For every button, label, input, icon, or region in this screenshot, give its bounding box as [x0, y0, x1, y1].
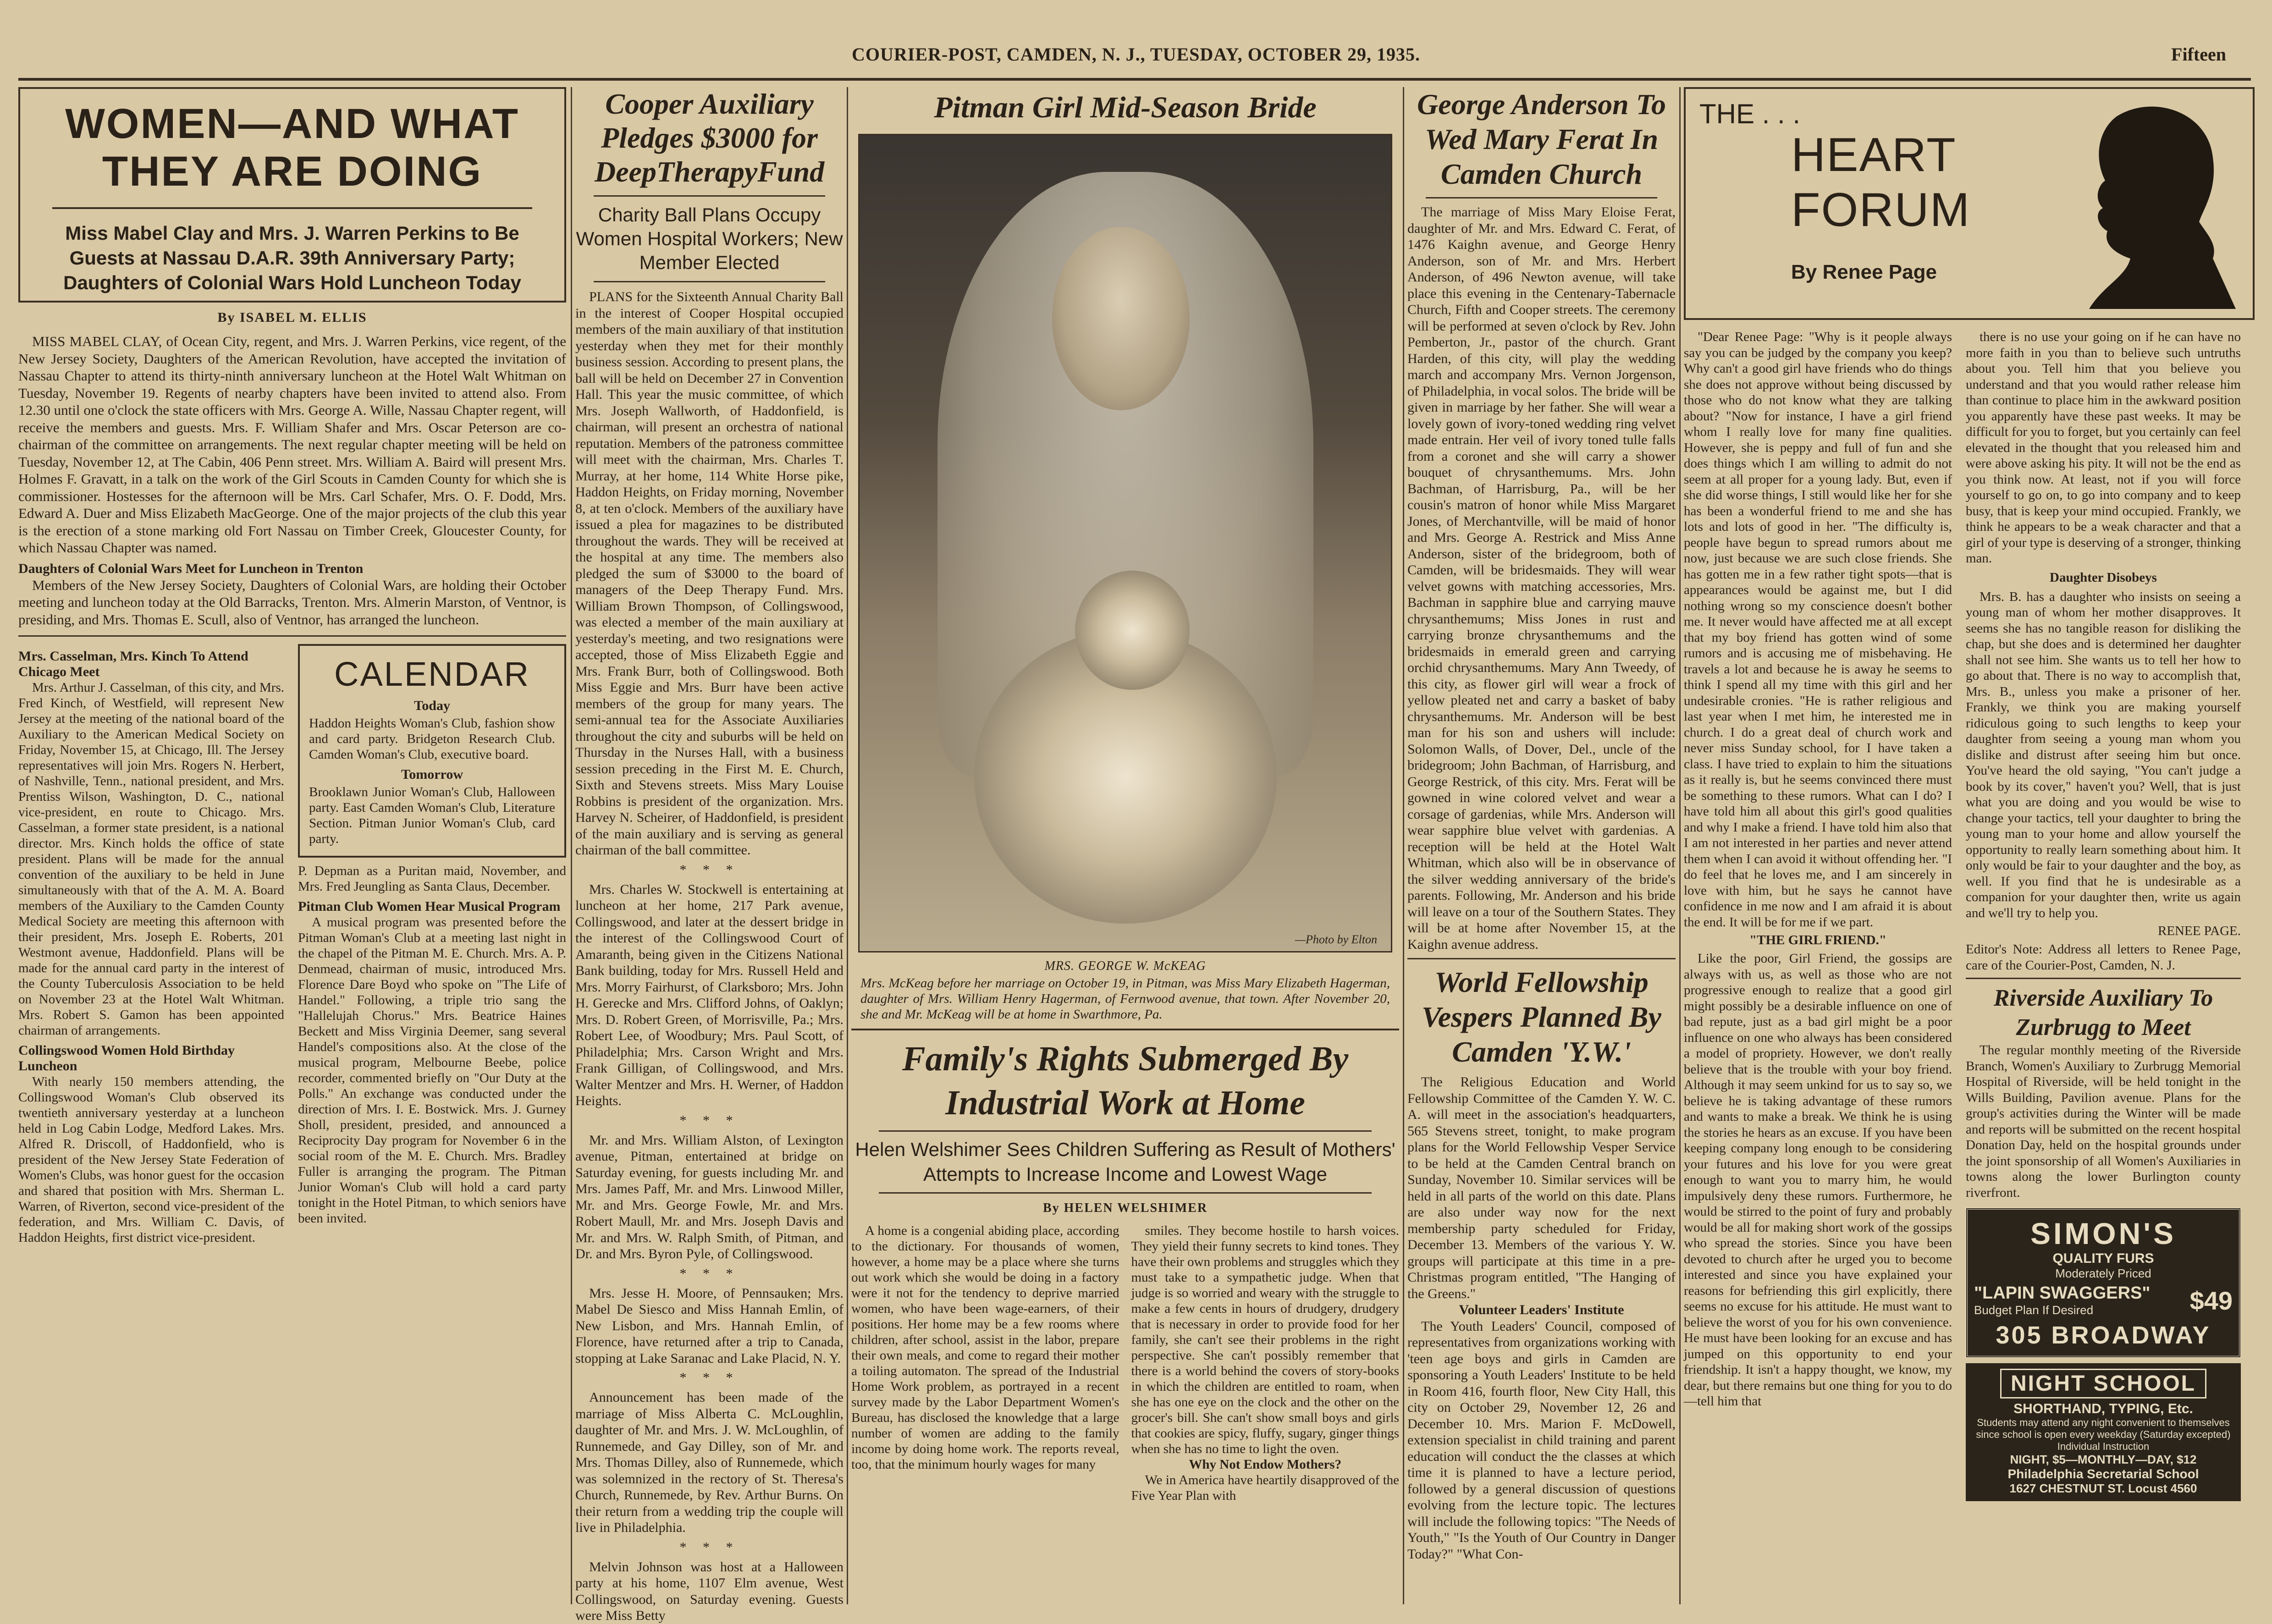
photo-caption: Mrs. McKeag before her marriage on October 19, in Pitman, was Miss Mary Elizabeth Hagerman, daughter of Mrs. William Henry Hagerman, of Fernwood avenue, that town. After November 20, she and Mr. McKeag will be at home in Swarthmore, Pa. [860, 976, 1390, 1022]
ad-line: QUALITY FURS [2052, 1251, 2154, 1266]
article-paragraph: The marriage of Miss Mary Eloise Ferat, daughter of Mr. and Mrs. Edward C. Ferat, of 1476 Kaighn avenue, and George Henry Anderson, son of Mr. and Mrs. Herbert Anderson, of 496 Newton avenue, will take place this evening in the Centenary-Tabernacle Church, Fifth and Cooper streets. The ceremony will be performed at seven o'clock by Rev. John Pemberton, Jr., pastor of the church. Grant Harden, of this city, will play the wedding march and accompany Mrs. Vernon Jorgenson, of Philadelphia, in vocal solos. The bride will be given in marriage by her father. She will wear a lovely gown of ivory-toned wedding ring velvet made entrain. Her veil of ivory toned tulle falls from a coronet and she will carry a shower bouquet of chrysanthemums. Mrs. John Bachman, of Harrisburg, Pa., will be her cousin's matron of honor while Miss Margaret Jones, of Merchantville, will be maid of honor and Mrs. George A. Restrick and Miss Anne Anderson, sister of the bridegroom, both of Camden, will be bridesmaids. They will wear velvet gowns with matching accessories, Mrs. Bachman in sapphire blue and carrying mauve chrysanthemums; Miss Jones in rust and carrying bronze chrysanthemums and the bridesmaids in emerald green and carrying orchid chrysanthemums. Mary Ann Tweedy, of this city, as flower girl will wear a frock of yellow pleated net and carry a basket of baby chrysanthemums. Mr. Anderson will be best man for his son and ushers will include: Solomon Walls, of Dover, Del., uncle of the bridegroom; John Bachman, of Harrisburg, and George Restrick, of this city. Mrs. Ferat will be gowned in wine colored velvet and wear a corsage of gardenias, while Mrs. Anderson will wear sapphire blue velvet with gardenias. A reception will be held at the Hotel Walt Whitman, which also will be in observance of the silver wedding anniversary of the bride's parents. Following, Mr. Anderson and his bride will leave on a tour of the Southern States. They will be at home after November 15, at the Kaighn avenue address. [1407, 204, 1676, 952]
story-column-left [851, 1223, 1119, 1503]
article-subhead: Pitman Club Women Hear Musical Program [298, 899, 561, 914]
calendar-tomorrow-items: Brooklawn Junior Woman's Club, Halloween party. East Camden Woman's Club, Literature Section. Pitman Junior Woman's Club, card party. [309, 785, 555, 846]
night-school-ad[interactable] [1966, 1363, 2241, 1501]
ad-line: 1627 CHESTNUT ST. Locust 4560 [2009, 1481, 2197, 1495]
article-subhead: Daughters of Colonial Wars Meet for Luncheon in Trenton [18, 561, 364, 576]
divider [1407, 958, 1676, 959]
forum-title-forum: FORUM [1791, 183, 1971, 237]
ad-line: Budget Plan If Desired [1974, 1303, 2094, 1317]
editor-note: Editor's Note: Address all letters to Renee Page, care of the Courier-Post, Camden, N. J. [1966, 942, 2241, 973]
silhouette-icon [2062, 98, 2236, 309]
article-paragraph: there is no use your going on if he can have no more faith in you than to believe such untruths about you. Tell him that you believe you understand and that you would rather release him than continue to place him in the awkward position you apparently have these past weeks. It may be difficult for you to forget, but you certainly can feel elevated in the thought that you released him and were above asking his pity. It will not be the end as you think now. At least, not if you will force yourself to go on, to go into company and to keep busy, that is keep your mind occupied. Frankly, we think he appears to be a weak character and that a girl of your type is deserving of a stronger, thinking man. [1966, 330, 2241, 566]
article-body [1407, 204, 1676, 952]
article-paragraph: We in America have heartily disapproved of the Five Year Plan with [1131, 1473, 1399, 1503]
reply-body [1684, 951, 1952, 1409]
reply-body [1966, 589, 2241, 921]
column-rule [847, 87, 848, 1604]
column-rule [1403, 87, 1404, 1604]
ad-line: Students may attend any night convenient to themselves since school is open every weekday (Saturday excepted) Individual Instruction [1976, 1417, 2231, 1452]
lower-columns [18, 644, 566, 1245]
article-paragraph: The Youth Leaders' Council, composed of representatives from organizations working with 'teen age boys and girls in Camden are sponsoring a Youth Leaders' Institute to be held in Room 416, fourth floor, New City Hall, this city on October 29, November 12, 26 and December 10. Mrs. Marion F. McDowell, extension specialist in child training and parent education will conduct the the classes at which time it is planned to have a lecture period, followed by a general discussion of questions evolving from the lecture topic. The lectures will include the following topics: "The Needs of Youth," "Is the Youth of Our Country in Danger Today?" "What Con- [1407, 1318, 1676, 1562]
article-paragraph: Like the poor, Girl Friend, the gossips are always with us, as well as those who are not progressive enough to realize that a good girl might possibly be a desirable influence on one of bad repute, just as a bad girl might be a poor influence on one who always has been considered a model of propriety. However, we don't really believe that is the trouble with your boy friend. Although it may seem unkind for us to say so, we believe he is taking advantage of these rumors and wants to make a break. We think he is using the stories he hears as an excuse. If you have been keeping company long enough to be considering your futures and his love for you were great enough to want you to marry him, he would impulsively deny these rumors. Furthermore, he would be stirred to the point of fury and probably would be all for making short work of the gossips who spread the stories. Since you have been devoted to church after he urged you to become interested and since you have explained your reasons for befriending this girl explicitly, there seems no excuse for his attitude. He must want to believe the worst of you for his own convenience. He must have been looking for an excuse and has jumped on this opportunity to end your friendship. It isn't a happy thought, we know, my dear, but there remains but one thing for you to do—tell him that [1684, 951, 1952, 1409]
article-body [575, 1285, 844, 1367]
article-body [18, 1074, 284, 1245]
separator-stars: * * * [679, 1539, 739, 1555]
story-columns [851, 1223, 1399, 1503]
article-headline: World Fellowship Vespers Planned By Camden 'Y.W.' [1422, 966, 1661, 1068]
ad-title: NIGHT SCHOOL [2000, 1369, 2206, 1398]
column-cooper-auxiliary [575, 87, 844, 1623]
caption-name: MRS. GEORGE W. McKEAG [1044, 959, 1206, 973]
separator-stars: * * * [679, 862, 739, 877]
story-byline: By HELEN WELSHIMER [1042, 1201, 1208, 1215]
photo-credit: —Photo by Elton [1295, 933, 1377, 946]
divider [594, 195, 825, 197]
ad-line: Moderately Priced [2055, 1266, 2151, 1280]
article-subhead: Collingswood Women Hold Birthday Luncheon [18, 1043, 235, 1073]
article-body [298, 914, 566, 1226]
article-body [18, 333, 566, 556]
article-paragraph: A musical program was presented before the Pitman Woman's Club at a meeting last night in the chapel of the Pitman M. E. Church. Mrs. A. P. Denmead, chairman of music, introduced Mrs. Florence Dare Boyd who spoke on "The Life of Handel." Following, a triple trio sang the "Hallelujah Chorus." Mrs. Beatrice Haines Beckett and Miss Virginia Deemer, sang several Handel's compositions also. At the close of the musical program, Melbourne Beebe, police recorder, commented briefly on "Our Duty at the Polls." An exchange was conducted under the direction of Mrs. I. E. Bostwick. Mrs. J. Gurney Sholl, president, presided, and announced a Reciprocity Day program for November 6 in the social room of the M. E. Church. Mrs. Bradley Fuller is arranging the program. The Pitman Junior Woman's Club will hold a card party tonight in the Hotel Pitman, to which seniors have been invited. [298, 915, 566, 1226]
story-column-right [1131, 1223, 1400, 1503]
article-body: P. Depman as a Puritan maid, November, and Mrs. Fred Jeungling as Santa Claus, December. [298, 864, 566, 894]
divider [879, 1192, 1372, 1194]
article-paragraph: MISS MABEL CLAY, of Ocean City, regent, and Mrs. J. Warren Perkins, vice regent, of the New Jersey Society, Daughters of the American Revolution, have accepted the invitation of Nassau Chapter to attend its thirty-ninth anniversary luncheon at the Hotel Walt Whitman on Tuesday, November 19. Regents of nearby chapters have been invited to attend also. From 12.30 until one o'clock the state officers with Mrs. George A. Wille, Nassau Chapter regent, will receive the members and guests. Mrs. F. William Shafer and Mrs. Oscar Peterson are co-chairman of the committee on arrangements. The next regular chapter meeting will be held on Tuesday, November 12, at The Cabin, 406 Penn street. Mrs. William A. Baird will present Mrs. Holmes F. Gravatt, in a talk on the work of the Girl Scouts in Camden County for which she is commissioner. Hostesses for the afternoon will be Mrs. Carl Schafer, Mrs. O. F. Dodd, Mrs. Edward A. Duer and Miss Elizabeth MacGeorge. One of the major projects of the club this year is the erection of a stone marking old Fort Nassau on Timber Creek, Gloucester County, for which Nassau Chapter was named. [18, 333, 566, 556]
divider [594, 281, 825, 282]
ad-line: NIGHT, $5—MONTHLY—DAY, $12 [2010, 1453, 2197, 1466]
heart-forum-masthead [1684, 87, 2255, 320]
story-headline: Family's Rights Submerged By Industrial Work at Home [902, 1040, 1349, 1122]
calendar-box [298, 644, 566, 858]
story-subhead-2: Why Not Endow Mothers? [1189, 1457, 1342, 1472]
calendar-tomorrow-label: Tomorrow [401, 767, 463, 782]
article-body [18, 577, 566, 628]
ad-address: 305 BROADWAY [1996, 1321, 2211, 1349]
calendar-today-items: Haddon Heights Woman's Club, fashion show and card party. Bridgeton Research Club. Camden Woman's Club, executive board. [309, 716, 555, 762]
article-paragraph: Members of the New Jersey Society, Daughters of Colonial Wars, are holding their October meeting and luncheon today at the Old Barracks, Trenton. Mrs. Almerin Marston, of Ventnor, is presiding, and Mrs. Thomas E. Scull, also of Ventnor, has arranged the luncheon. [18, 577, 566, 628]
article-body [18, 680, 284, 1038]
column-heart-forum [1684, 87, 2255, 1604]
article-body [1407, 1074, 1676, 1562]
ad-row [1974, 1283, 2233, 1317]
column-women-news [18, 87, 566, 1604]
article-paragraph: The regular monthly meeting of the Riverside Branch, Women's Auxiliary to Zurbrugg Memorial Hospital of Riverside, will be held tonight in the Wills Building, Pavilion avenue. Plans for the group's activities during the Winter will be made and reports will be submitted on the recent hospital Donation Day, held on the hospital grounds under the joint sponsorship of all Women's Auxiliaries in towns along the lower Burlington county riverfront. [1966, 1043, 2241, 1200]
article-subhead: Volunteer Leaders' Institute [1459, 1302, 1624, 1317]
separator-stars: * * * [679, 1112, 739, 1128]
article-paragraph: Mrs. B. has a daughter who insists on seeing a young man of whom her mother disapproves. It seems she has no tangible reason for disliking the chap, but she does and is determined her daughter shall not see him. She wants us to tell her how to go about that. There is no way to accomplish that, Mrs. B., unless you make a prisoner of her. Frankly, we think you are making yourself ridiculous going to such lengths to keep your daughter from seeing a young man whom you dislike and distrust after seeing him but once. You've heard the old saying, "You can't judge a book by its cover," haven't you? Well, that is just what you are doing and you would be wise to change your tactics, tell your daughter to bring the young man to your home and allow yourself the opportunity to really learn something about him. It only would be fair to your daughter and the boy, as well. If you find that he is undesirable as a companion for your daughter then, write us again and we'll try to help you. [1966, 589, 2241, 920]
divider [1426, 197, 1657, 198]
article-paragraph: A home is a congenial abiding place, according to the dictionary. For thousands of women, however, a home may be a place where she turns out work which she would be doing in a factory were it not for the tendency to deprive married women, who have been wage-earners, of their positions. Her home may be a few rooms where children, after school, assist in the labor, prepare their own meals, and come to regard their mother a toiling automaton. The spread of the Industrial Home Work problem, as portrayed in a recent survey made by the Labor Department Women's Bureau, has disclosed the knowledge that a large number of women are adding to the family income by doing home work. The reports reveal, too, that the minimum hourly wages for many [851, 1223, 1119, 1472]
article-subhead: Daughter Disobeys [2050, 570, 2157, 585]
article-body [575, 289, 844, 859]
letter-body [1684, 329, 1952, 930]
article-paragraph: Mrs. Charles W. Stockwell is entertaining at luncheon at her home, 217 Park avenue, Collingswood, and later at the dessert bridge in the interest of the Collingswood Court of Amaranth, being given in the Citizens National Bank building, today for Mrs. Russell Held and Mrs. Morry Fairhurst, of Clarksboro; Mrs. John H. Gerecke and Mrs. Clifford Johns, of Oaklyn; Mrs. D. Robert Green, of Morrisville, Pa.; Mrs. Robert Lee, of Woodbury; Mrs. Paul Scott, of Philadelphia; Mrs. Carson Wright and Mrs. Frank Gilligan, of Collingswood, and Mrs. Walter Mentzer and Mrs. H. Werner, of Haddon Heights. [575, 881, 844, 1108]
article-paragraph: Melvin Johnson was host at a Halloween party at his home, 1107 Elm avenue, West Collingswood, on Saturday evening. Guests were Miss Betty [575, 1559, 844, 1623]
reply-body [1966, 329, 2241, 567]
forum-column-left [1684, 329, 1952, 1501]
article-paragraph: The Religious Education and World Fellowship Committee of the Camden Y. W. C. A. will meet in the association's headquarters, 565 Stevens street, tonight, to make program plans for the World Fellowship Vesper Service to be held at the Camden Central branch on Sunday, November 10. Similar services will be held in all parts of the world on this date. Plans are also under way now for the next membership party scheduled for Friday, December 13. Members of the various Y. W. groups will participate at this time in a pre-Christmas program entitled, "The Hanging of the Greens." [1407, 1074, 1676, 1301]
bride-face [1052, 227, 1190, 410]
calendar-title: CALENDAR [334, 655, 530, 693]
separator-stars: * * * [679, 1370, 739, 1385]
column-rule [1679, 87, 1681, 1604]
forum-title-the: THE . . . [1699, 99, 1801, 129]
section-headline: WOMEN—AND WHAT THEY ARE DOING [65, 100, 519, 195]
article-body [1966, 1042, 2241, 1200]
article-paragraph: With nearly 150 members attending, the Collingswood Woman's Club observed its twentieth anniversary yesterday at a luncheon held in Log Cabin Lodge, Medford Lakes. Mrs. Alfred R. Driscoll, of Haddonfield, who is president of the New Jersey State Federation of Women's Clubs, was honor guest for the occasion and shared that position with Mrs. Sherman L. Warren, of Riverton, second vice-president of the federation, and Mrs. William C. Davis, of Haddon Heights, first district vice-president. [18, 1074, 284, 1245]
forum-columns [1684, 329, 2255, 1501]
article-paragraph: Mr. and Mrs. William Alston, of Lexington avenue, Pitman, entertained at bridge on Saturday evening, for guests including Mr. and Mrs. James Paff, Mr. and Mrs. Linwood Miller, Mr. and Mrs. George Fowle, Mr. and Mrs. Robert Maull, Mr. and Mrs. Joseph Davis and Mr. and Mrs. W. Ralph Smith, of Pitman, and Dr. and Mrs. Byron Pyle, of Collingswood. [575, 1132, 844, 1261]
forum-title-heart: HEART [1791, 128, 1957, 182]
article-subhead: Charity Ball Plans Occupy Women Hospital Workers; New Member Elected [576, 204, 843, 273]
forum-byline: By Renee Page [1791, 261, 1937, 283]
article-headline: Riverside Auxiliary To Zurbrugg to Meet [1993, 985, 2213, 1040]
divider [52, 207, 532, 209]
article-paragraph: smiles. They become hostile to harsh voices. They yield their funny secrets to kind tones. They have their own problems and struggles which they must take to a sympathetic judge. When that judge is so worried and weary with the struggle to make a few cents in hours of drudgery, drudgery that is necessary in order to provide food for her family, she can't see their problems in the right perspective. She can't possibly remember that there is a world behind the covers of story-books in which the children are entitled to roam, when she has one eye on the clock and the other on the grocer's bill. She can't show small boys and girls that cookies are spicy, fluffy, sugary, ginger things when she has no time to light the oven. [1131, 1223, 1399, 1456]
divider [851, 1029, 1399, 1030]
article-body [575, 881, 844, 1109]
article-headline: Cooper Auxiliary Pledges $3000 for DeepTherapyFund [594, 88, 825, 188]
byline: By ISABEL M. ELLIS [217, 310, 367, 325]
photo-headline: Pitman Girl Mid-Season Bride [934, 91, 1317, 124]
column-lower-right [298, 644, 566, 1245]
divider [18, 635, 566, 637]
article-subhead: Mrs. Casselman, Mrs. Kinch To Attend Chicago Meet [18, 649, 248, 679]
ad-left [1974, 1283, 2150, 1317]
letter-signature: "THE GIRL FRIEND." [1749, 933, 1886, 947]
section-subhead: Miss Mabel Clay and Mrs. J. Warren Perkins to Be Guests at Nassau D.A.R. 39th Anniversary Party; Daughters of Colonial Wars Hold Luncheon Today [63, 222, 521, 293]
ad-brand: SIMON'S [2030, 1217, 2177, 1250]
article-paragraph: Mrs. Arthur J. Casselman, of this city, and Mrs. Fred Kinch, of Westfield, will represent New Jersey at the meeting of the national board of the Auxiliary to the American Medical Society on Friday, November 15, at Chicago, Ill. The Jersey representatives will join Mrs. Rogers N. Herbert, of Nashville, Tenn., national president, and Mrs. Prentiss Wilson, Washington, D. C., national vice-president, en route to Chicago. Mrs. Casselman, a former state president, is a national director. Mrs. Kinch holds the office of state president. Plans will be made for the annual convention of the auxiliary to be held in June simultaneously with that of the A. M. A. Board members of the Auxiliary to the Camden County Medical Society are meeting this afternoon with their president, Mrs. Joseph E. Roberts, 201 Westmont avenue, Haddonfield. Plans will be made for the annual card party in the interest of the County Tuberculosis Association to be held on November 23 at the Hotel Walt Whitman. Mrs. Robert S. Gamon has been appointed chairman of arrangements. [18, 680, 284, 1038]
column-rule [571, 87, 572, 1604]
masthead: COURIER-POST, CAMDEN, N. J., TUESDAY, OCTOBER 29, 1935. [852, 44, 1420, 65]
article-paragraph: Announcement has been made of the marriage of Miss Alberta C. McLoughlin, daughter of Mr. and Mrs. J. W. McLoughlin, of Runnemede, and Gay Dilley, son of Mr. and Mrs. Thomas Dilley, also of Runnemede, which was solemnized in the rectory of St. Theresa's Church, Runnemede, by Rev. Arthur Burns. On their return from a wedding trip the couple will live in Philadelphia. [575, 1390, 844, 1535]
article-body [575, 1559, 844, 1624]
divider [1966, 978, 2241, 979]
article-paragraph: PLANS for the Sixteenth Annual Charity Ball in the interest of Cooper Hospital occupied members of the main auxiliary of that institution yesterday when they met for their monthly business session. According to present plans, the ball will be held on December 27 in Convention Hall. This year the music committee, of which Mrs. Joseph Wallworth, of Haddonfield, is chairman, will present an orchestra of national reputation. Members of the patroness committee will meet with the chairman, Mrs. Charles T. Murray, at her home, 114 White Horse pike, Haddon Heights, on Friday morning, November 8, at ten o'clock. Members of the auxiliary have issued a plea for magazines to be distributed throughout the wards. They will be received at the hospital at any time. The members also pledged the sum of $3000 to the board of managers of the Deep Therapy Fund. Mrs. William Brown Thompson, of Collingswood, was elected a member of the main auxiliary at yesterday's meeting, and two resignations were accepted, those of Miss Elizabeth Eggie and Mrs. Frank Burr, both of Collingswood. Both Miss Eggie and Mrs. Burr have been active members of the group for many years. The semi-annual tea for the Associate Auxiliaries throughout the city and suburbs will be held on Thursday in the Nurses Hall, with a business session preceding in the First M. E. Church, Sixth and Stevens streets. Miss Mary Louise Robbins is president of the organization. Mrs. Harvey N. Scheirer, of Haddonfield, is president of the main auxiliary and is serving as general chairman of the ball committee. [575, 289, 844, 858]
masthead-rule [18, 78, 2251, 81]
ad-line: Philadelphia Secretarial School [2007, 1467, 2199, 1481]
article-paragraph: Mrs. Jesse H. Moore, of Pennsauken; Mrs. Mabel De Siesco and Miss Hannah Emlin, of New Lisbon, and Mrs. Hannah Emlin, of Florence, have returned after a trip to Canada, stopping at Lake Saranac and Lake Placid, N. Y. [575, 1285, 844, 1366]
separator-stars: * * * [679, 1266, 739, 1281]
ad-line: SHORTHAND, TYPING, Etc. [2013, 1401, 2193, 1416]
simons-ad[interactable] [1966, 1208, 2241, 1358]
article-headline: George Anderson To Wed Mary Ferat In Camden Church [1417, 88, 1666, 190]
ad-price: $49 [2189, 1286, 2233, 1315]
forum-column-right [1966, 329, 2241, 1501]
calendar-today-label: Today [414, 698, 450, 713]
article-body [575, 1389, 844, 1536]
column-wedding-ywca [1407, 87, 1676, 1604]
article-body [575, 1132, 844, 1262]
divider [879, 1130, 1372, 1132]
column-lower-left [18, 644, 284, 1245]
story-subhead: Helen Welshimer Sees Children Suffering as Result of Mothers' Attempts to Increase Income and Lowest Wage [855, 1139, 1395, 1185]
headline-box [18, 87, 566, 303]
bride-photo [858, 134, 1392, 952]
ad-line: "LAPIN SWAGGERS" [1974, 1283, 2151, 1303]
article-paragraph: "Dear Renee Page: "Why is it people always say you can be judged by the company you keep? Why can't a good girl have friends who do things she does not approve without being discussed by those who do not know what they are talking about? "Now for instance, I have a girl friend whom I really love for many fine qualities. However, she is peppy and full of fun and she does things which I am willing to admit do not seem at all proper for a young lady. But, even if she did worse things, I still would like her for she has been a wonderful friend to me and she has lots and lots of good in her. "The difficulty is, people have begun to spread rumors about me now, just because we are such close friends. She has gotten me in a few rather tight spots—that is appearances would be against me, but I did nothing wrong so my conscience doesn't bother me. It never would have affected me at all except that my boy friend has gotten wind of some rumors and is accusing me of misbehaving. He travels a lot and because he is away he seems to think I spend all my time with this girl and her undesirable cronies. "He is rather religious and last year when I met him, he interested me in church. I do a great deal of church work and never miss Sunday school, for I have taken a class. I have tried to explain to him the situations as it really is, but he seems convinced there must be something to these rumors. What can I do? I have told him all about this girl's good qualities and why I make a friend. I have told him also that I am not interested in her parties and never attend them when I can avoid it without offending her. "I do feel that he loves me, and I am sincerely in love with him, but he says he cannot have confidence in me now and I am afraid it is about the end. It will be for me if we part. [1684, 330, 1952, 930]
page-number: Fifteen [2171, 44, 2226, 65]
column-center [851, 87, 1399, 1604]
bouquet-top [1075, 571, 1190, 690]
reply-signature: RENEE PAGE. [2158, 924, 2241, 938]
